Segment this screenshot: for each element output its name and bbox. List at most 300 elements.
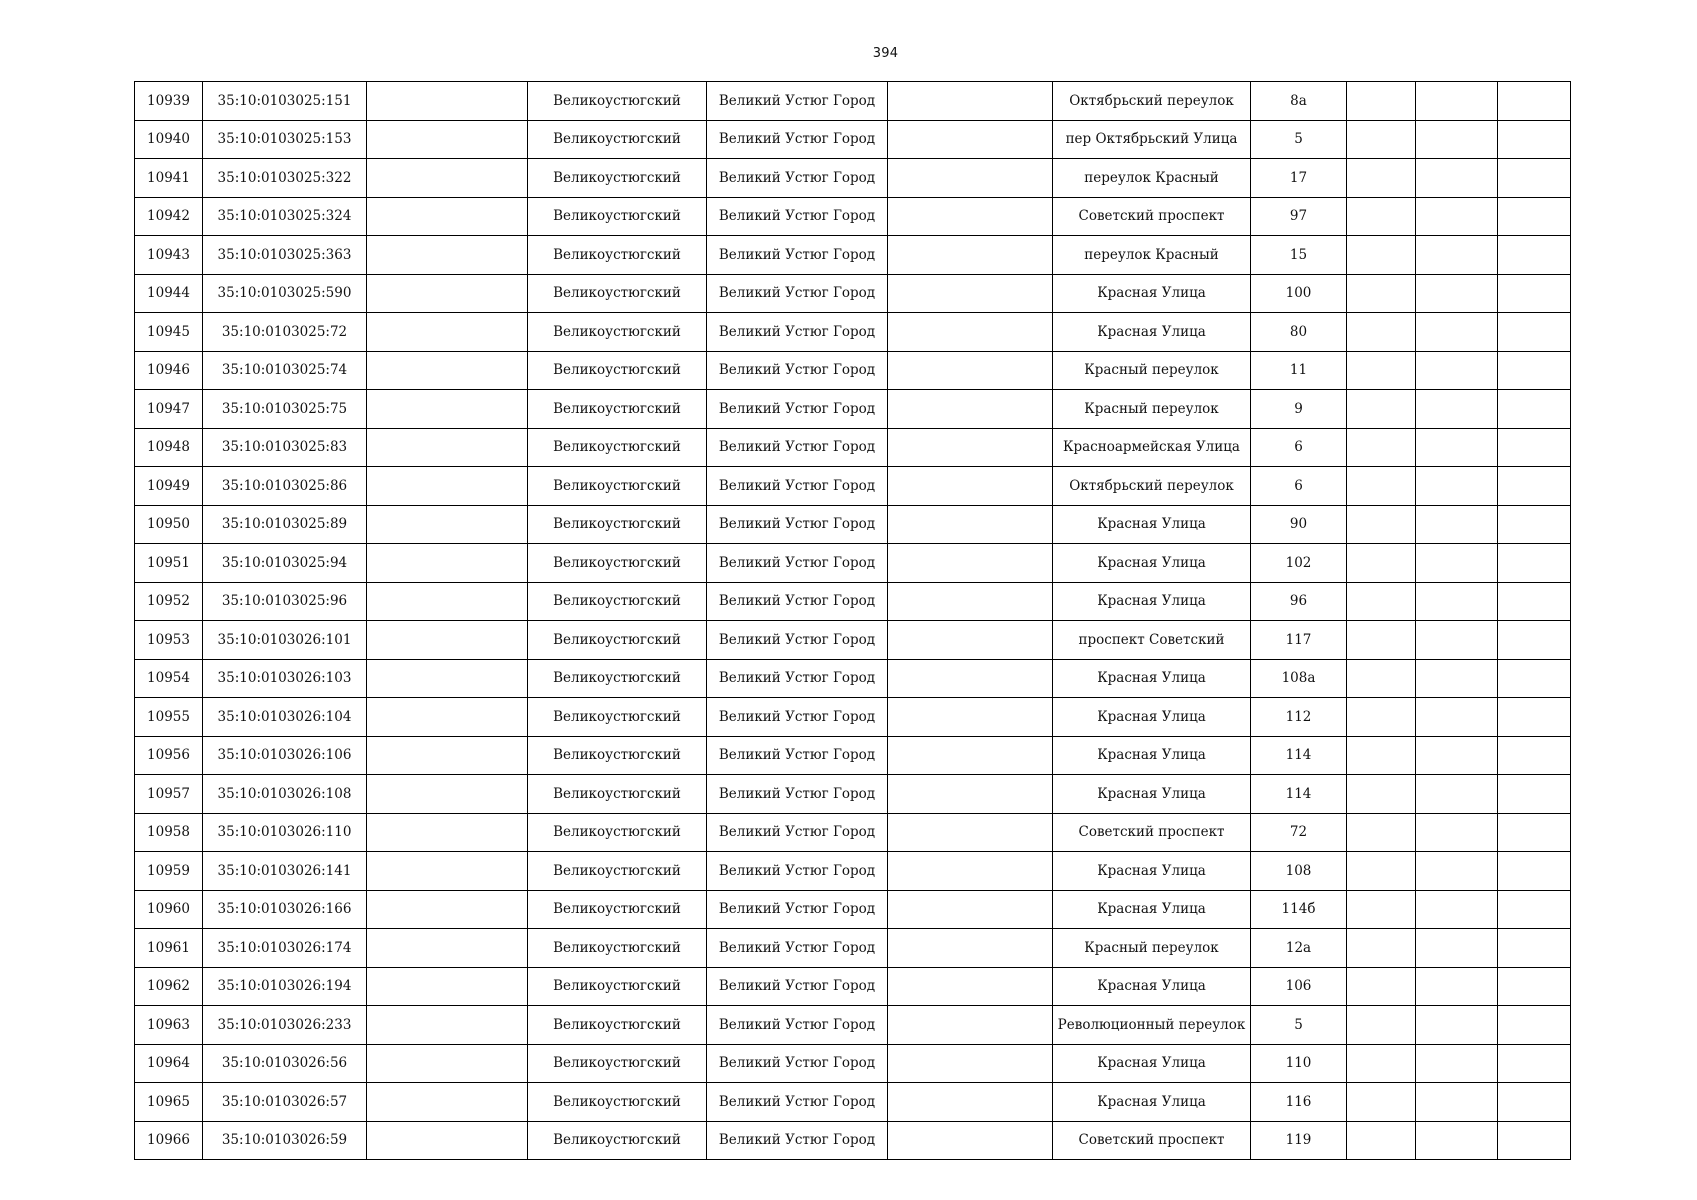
empty-cell (1347, 82, 1416, 121)
locality-cell: Великий Устюг Город (707, 1006, 888, 1045)
district-cell: Великоустюгский (528, 1044, 707, 1083)
cadastral-number-cell: 35:10:0103025:151 (203, 82, 367, 121)
house-number-cell: 97 (1251, 197, 1347, 236)
empty-cell (1498, 852, 1571, 891)
empty-cell (1498, 890, 1571, 929)
house-number-cell: 6 (1251, 467, 1347, 506)
row-number-cell: 10949 (135, 467, 203, 506)
empty-cell (888, 929, 1053, 968)
street-cell: Красная Улица (1053, 274, 1251, 313)
cadastral-number-cell: 35:10:0103026:57 (203, 1083, 367, 1122)
street-cell: пер Октябрьский Улица (1053, 120, 1251, 159)
locality-cell: Великий Устюг Город (707, 274, 888, 313)
street-cell: Красная Улица (1053, 890, 1251, 929)
empty-cell (888, 1006, 1053, 1045)
house-number-cell: 117 (1251, 621, 1347, 660)
empty-cell (1498, 120, 1571, 159)
empty-cell (1347, 659, 1416, 698)
empty-cell (1347, 1044, 1416, 1083)
locality-cell: Великий Устюг Город (707, 890, 888, 929)
empty-cell (1498, 929, 1571, 968)
row-number-cell: 10955 (135, 698, 203, 737)
empty-cell (367, 82, 528, 121)
house-number-cell: 6 (1251, 428, 1347, 467)
empty-cell (1416, 967, 1498, 1006)
district-cell: Великоустюгский (528, 197, 707, 236)
empty-cell (1498, 813, 1571, 852)
empty-cell (1416, 428, 1498, 467)
empty-cell (1498, 659, 1571, 698)
street-cell: Красный переулок (1053, 390, 1251, 429)
district-cell: Великоустюгский (528, 1006, 707, 1045)
table-row (135, 351, 1571, 390)
empty-cell (1347, 313, 1416, 352)
empty-cell (1416, 775, 1498, 814)
registry-body (135, 82, 1571, 1160)
locality-cell: Великий Устюг Город (707, 120, 888, 159)
house-number-cell: 15 (1251, 236, 1347, 275)
house-number-cell: 108а (1251, 659, 1347, 698)
locality-cell: Великий Устюг Город (707, 82, 888, 121)
empty-cell (888, 120, 1053, 159)
cadastral-number-cell: 35:10:0103025:83 (203, 428, 367, 467)
empty-cell (1416, 929, 1498, 968)
house-number-cell: 114 (1251, 736, 1347, 775)
house-number-cell: 90 (1251, 505, 1347, 544)
table-row (135, 390, 1571, 429)
empty-cell (1416, 197, 1498, 236)
cadastral-number-cell: 35:10:0103026:194 (203, 967, 367, 1006)
street-cell: Красная Улица (1053, 544, 1251, 583)
row-number-cell: 10958 (135, 813, 203, 852)
street-cell: Октябрьский переулок (1053, 82, 1251, 121)
empty-cell (1498, 313, 1571, 352)
page-number: 394 (872, 46, 899, 61)
cadastral-number-cell: 35:10:0103025:94 (203, 544, 367, 583)
table-row (135, 1121, 1571, 1160)
empty-cell (888, 351, 1053, 390)
house-number-cell: 5 (1251, 120, 1347, 159)
empty-cell (1416, 467, 1498, 506)
house-number-cell: 12а (1251, 929, 1347, 968)
street-cell: Красная Улица (1053, 1083, 1251, 1122)
empty-cell (1347, 390, 1416, 429)
empty-cell (1347, 351, 1416, 390)
empty-cell (367, 1006, 528, 1045)
empty-cell (1498, 1083, 1571, 1122)
row-number-cell: 10944 (135, 274, 203, 313)
district-cell: Великоустюгский (528, 120, 707, 159)
empty-cell (888, 236, 1053, 275)
locality-cell: Великий Устюг Город (707, 467, 888, 506)
empty-cell (367, 1044, 528, 1083)
empty-cell (1416, 1121, 1498, 1160)
table-row (135, 159, 1571, 198)
cadastral-number-cell: 35:10:0103025:74 (203, 351, 367, 390)
district-cell: Великоустюгский (528, 813, 707, 852)
empty-cell (1498, 159, 1571, 198)
empty-cell (1347, 852, 1416, 891)
cadastral-number-cell: 35:10:0103025:96 (203, 582, 367, 621)
street-cell: Красная Улица (1053, 659, 1251, 698)
street-cell: Красная Улица (1053, 967, 1251, 1006)
street-cell: Красная Улица (1053, 505, 1251, 544)
table-row (135, 236, 1571, 275)
row-number-cell: 10948 (135, 428, 203, 467)
street-cell: Октябрьский переулок (1053, 467, 1251, 506)
empty-cell (1498, 582, 1571, 621)
house-number-cell: 110 (1251, 1044, 1347, 1083)
house-number-cell: 5 (1251, 1006, 1347, 1045)
row-number-cell: 10963 (135, 1006, 203, 1045)
empty-cell (888, 1121, 1053, 1160)
locality-cell: Великий Устюг Город (707, 775, 888, 814)
empty-cell (1416, 505, 1498, 544)
empty-cell (1347, 236, 1416, 275)
row-number-cell: 10961 (135, 929, 203, 968)
district-cell: Великоустюгский (528, 621, 707, 660)
empty-cell (367, 120, 528, 159)
empty-cell (888, 967, 1053, 1006)
empty-cell (1416, 852, 1498, 891)
row-number-cell: 10940 (135, 120, 203, 159)
empty-cell (1416, 351, 1498, 390)
empty-cell (1416, 813, 1498, 852)
empty-cell (367, 698, 528, 737)
empty-cell (367, 236, 528, 275)
table-row (135, 544, 1571, 583)
street-cell: Красный переулок (1053, 929, 1251, 968)
district-cell: Великоустюгский (528, 351, 707, 390)
empty-cell (888, 1083, 1053, 1122)
row-number-cell: 10962 (135, 967, 203, 1006)
row-number-cell: 10953 (135, 621, 203, 660)
district-cell: Великоустюгский (528, 852, 707, 891)
district-cell: Великоустюгский (528, 1083, 707, 1122)
house-number-cell: 11 (1251, 351, 1347, 390)
empty-cell (888, 582, 1053, 621)
table-row (135, 967, 1571, 1006)
table-row (135, 775, 1571, 814)
cadastral-number-cell: 35:10:0103026:110 (203, 813, 367, 852)
house-number-cell: 116 (1251, 1083, 1347, 1122)
street-cell: Красная Улица (1053, 698, 1251, 737)
row-number-cell: 10943 (135, 236, 203, 275)
locality-cell: Великий Устюг Город (707, 852, 888, 891)
empty-cell (367, 197, 528, 236)
empty-cell (1347, 467, 1416, 506)
district-cell: Великоустюгский (528, 428, 707, 467)
cadastral-number-cell: 35:10:0103025:86 (203, 467, 367, 506)
cadastral-number-cell: 35:10:0103025:322 (203, 159, 367, 198)
house-number-cell: 8а (1251, 82, 1347, 121)
table-row (135, 852, 1571, 891)
empty-cell (1416, 544, 1498, 583)
empty-cell (1347, 274, 1416, 313)
empty-cell (1416, 582, 1498, 621)
empty-cell (367, 890, 528, 929)
empty-cell (1498, 736, 1571, 775)
empty-cell (367, 544, 528, 583)
house-number-cell: 9 (1251, 390, 1347, 429)
empty-cell (1498, 236, 1571, 275)
table-row (135, 621, 1571, 660)
district-cell: Великоустюгский (528, 390, 707, 429)
empty-cell (367, 467, 528, 506)
empty-cell (1416, 274, 1498, 313)
empty-cell (367, 274, 528, 313)
empty-cell (888, 1044, 1053, 1083)
empty-cell (888, 890, 1053, 929)
street-cell: Красный переулок (1053, 351, 1251, 390)
empty-cell (367, 582, 528, 621)
cadastral-number-cell: 35:10:0103026:101 (203, 621, 367, 660)
empty-cell (1498, 1044, 1571, 1083)
street-cell: Красноармейская Улица (1053, 428, 1251, 467)
locality-cell: Великий Устюг Город (707, 544, 888, 583)
table-row (135, 428, 1571, 467)
row-number-cell: 10954 (135, 659, 203, 698)
cadastral-number-cell: 35:10:0103025:72 (203, 313, 367, 352)
row-number-cell: 10959 (135, 852, 203, 891)
empty-cell (1347, 505, 1416, 544)
empty-cell (1416, 390, 1498, 429)
house-number-cell: 114 (1251, 775, 1347, 814)
house-number-cell: 108 (1251, 852, 1347, 891)
empty-cell (888, 159, 1053, 198)
empty-cell (1347, 967, 1416, 1006)
row-number-cell: 10951 (135, 544, 203, 583)
street-cell: Красная Улица (1053, 852, 1251, 891)
empty-cell (888, 852, 1053, 891)
street-cell: Советский проспект (1053, 813, 1251, 852)
empty-cell (1498, 775, 1571, 814)
empty-cell (367, 390, 528, 429)
locality-cell: Великий Устюг Город (707, 1044, 888, 1083)
empty-cell (1347, 890, 1416, 929)
cadastral-number-cell: 35:10:0103025:89 (203, 505, 367, 544)
district-cell: Великоустюгский (528, 582, 707, 621)
cadastral-number-cell: 35:10:0103026:56 (203, 1044, 367, 1083)
empty-cell (1416, 313, 1498, 352)
empty-cell (888, 621, 1053, 660)
house-number-cell: 80 (1251, 313, 1347, 352)
empty-cell (1498, 197, 1571, 236)
row-number-cell: 10939 (135, 82, 203, 121)
locality-cell: Великий Устюг Город (707, 390, 888, 429)
empty-cell (367, 1121, 528, 1160)
district-cell: Великоустюгский (528, 82, 707, 121)
locality-cell: Великий Устюг Город (707, 582, 888, 621)
empty-cell (367, 1083, 528, 1122)
cadastral-number-cell: 35:10:0103026:103 (203, 659, 367, 698)
locality-cell: Великий Устюг Город (707, 313, 888, 352)
district-cell: Великоустюгский (528, 274, 707, 313)
empty-cell (1498, 1121, 1571, 1160)
house-number-cell: 106 (1251, 967, 1347, 1006)
row-number-cell: 10966 (135, 1121, 203, 1160)
table-row (135, 82, 1571, 121)
locality-cell: Великий Устюг Город (707, 428, 888, 467)
locality-cell: Великий Устюг Город (707, 967, 888, 1006)
table-row (135, 890, 1571, 929)
empty-cell (1498, 274, 1571, 313)
district-cell: Великоустюгский (528, 1121, 707, 1160)
empty-cell (1416, 120, 1498, 159)
empty-cell (1416, 159, 1498, 198)
empty-cell (367, 159, 528, 198)
registry-table (134, 81, 1571, 1160)
row-number-cell: 10952 (135, 582, 203, 621)
district-cell: Великоустюгский (528, 698, 707, 737)
empty-cell (888, 390, 1053, 429)
street-cell: Красная Улица (1053, 775, 1251, 814)
empty-cell (367, 852, 528, 891)
locality-cell: Великий Устюг Город (707, 236, 888, 275)
house-number-cell: 102 (1251, 544, 1347, 583)
street-cell: Революционный переулок (1053, 1006, 1251, 1045)
table-row (135, 929, 1571, 968)
locality-cell: Великий Устюг Город (707, 159, 888, 198)
empty-cell (1498, 505, 1571, 544)
empty-cell (1347, 698, 1416, 737)
locality-cell: Великий Устюг Город (707, 929, 888, 968)
empty-cell (888, 467, 1053, 506)
row-number-cell: 10957 (135, 775, 203, 814)
locality-cell: Великий Устюг Город (707, 1121, 888, 1160)
empty-cell (888, 659, 1053, 698)
table-row (135, 1044, 1571, 1083)
empty-cell (1416, 621, 1498, 660)
table-row (135, 120, 1571, 159)
empty-cell (1347, 544, 1416, 583)
empty-cell (888, 197, 1053, 236)
locality-cell: Великий Устюг Город (707, 1083, 888, 1122)
district-cell: Великоустюгский (528, 890, 707, 929)
empty-cell (367, 505, 528, 544)
cadastral-number-cell: 35:10:0103025:75 (203, 390, 367, 429)
empty-cell (888, 736, 1053, 775)
empty-cell (1498, 621, 1571, 660)
empty-cell (1347, 813, 1416, 852)
street-cell: Красная Улица (1053, 736, 1251, 775)
house-number-cell: 72 (1251, 813, 1347, 852)
empty-cell (1347, 621, 1416, 660)
table-row (135, 1083, 1571, 1122)
empty-cell (1347, 1006, 1416, 1045)
row-number-cell: 10941 (135, 159, 203, 198)
empty-cell (1498, 698, 1571, 737)
empty-cell (367, 813, 528, 852)
empty-cell (367, 967, 528, 1006)
empty-cell (888, 428, 1053, 467)
cadastral-number-cell: 35:10:0103026:141 (203, 852, 367, 891)
cadastral-number-cell: 35:10:0103026:106 (203, 736, 367, 775)
empty-cell (1416, 82, 1498, 121)
street-cell: проспект Советский (1053, 621, 1251, 660)
locality-cell: Великий Устюг Город (707, 698, 888, 737)
empty-cell (1498, 82, 1571, 121)
cadastral-number-cell: 35:10:0103026:59 (203, 1121, 367, 1160)
table-row (135, 505, 1571, 544)
empty-cell (1347, 929, 1416, 968)
district-cell: Великоустюгский (528, 929, 707, 968)
table-row (135, 467, 1571, 506)
street-cell: переулок Красный (1053, 236, 1251, 275)
empty-cell (1416, 890, 1498, 929)
row-number-cell: 10942 (135, 197, 203, 236)
empty-cell (888, 544, 1053, 583)
street-cell: Красная Улица (1053, 1044, 1251, 1083)
row-number-cell: 10945 (135, 313, 203, 352)
empty-cell (1498, 428, 1571, 467)
house-number-cell: 100 (1251, 274, 1347, 313)
district-cell: Великоустюгский (528, 967, 707, 1006)
cadastral-number-cell: 35:10:0103025:590 (203, 274, 367, 313)
empty-cell (1498, 390, 1571, 429)
locality-cell: Великий Устюг Город (707, 659, 888, 698)
table-row (135, 736, 1571, 775)
empty-cell (367, 775, 528, 814)
district-cell: Великоустюгский (528, 505, 707, 544)
street-cell: Советский проспект (1053, 197, 1251, 236)
empty-cell (1347, 197, 1416, 236)
district-cell: Великоустюгский (528, 659, 707, 698)
house-number-cell: 17 (1251, 159, 1347, 198)
district-cell: Великоустюгский (528, 159, 707, 198)
empty-cell (1416, 1006, 1498, 1045)
empty-cell (367, 313, 528, 352)
row-number-cell: 10950 (135, 505, 203, 544)
cadastral-number-cell: 35:10:0103026:108 (203, 775, 367, 814)
cadastral-number-cell: 35:10:0103026:233 (203, 1006, 367, 1045)
table-row (135, 582, 1571, 621)
empty-cell (1347, 582, 1416, 621)
table-row (135, 274, 1571, 313)
row-number-cell: 10965 (135, 1083, 203, 1122)
locality-cell: Великий Устюг Город (707, 813, 888, 852)
district-cell: Великоустюгский (528, 236, 707, 275)
empty-cell (1347, 775, 1416, 814)
locality-cell: Великий Устюг Город (707, 197, 888, 236)
street-cell: Красная Улица (1053, 582, 1251, 621)
street-cell: Красная Улица (1053, 313, 1251, 352)
empty-cell (888, 775, 1053, 814)
district-cell: Великоустюгский (528, 775, 707, 814)
cadastral-number-cell: 35:10:0103025:324 (203, 197, 367, 236)
empty-cell (1416, 1083, 1498, 1122)
street-cell: Советский проспект (1053, 1121, 1251, 1160)
table-row (135, 698, 1571, 737)
house-number-cell: 112 (1251, 698, 1347, 737)
table-row (135, 197, 1571, 236)
empty-cell (1498, 351, 1571, 390)
street-cell: переулок Красный (1053, 159, 1251, 198)
empty-cell (888, 505, 1053, 544)
row-number-cell: 10956 (135, 736, 203, 775)
empty-cell (1347, 159, 1416, 198)
empty-cell (1416, 659, 1498, 698)
table-row (135, 313, 1571, 352)
empty-cell (1416, 698, 1498, 737)
empty-cell (888, 274, 1053, 313)
district-cell: Великоустюгский (528, 544, 707, 583)
empty-cell (888, 698, 1053, 737)
locality-cell: Великий Устюг Город (707, 351, 888, 390)
empty-cell (1347, 428, 1416, 467)
cadastral-number-cell: 35:10:0103025:153 (203, 120, 367, 159)
empty-cell (1347, 1121, 1416, 1160)
